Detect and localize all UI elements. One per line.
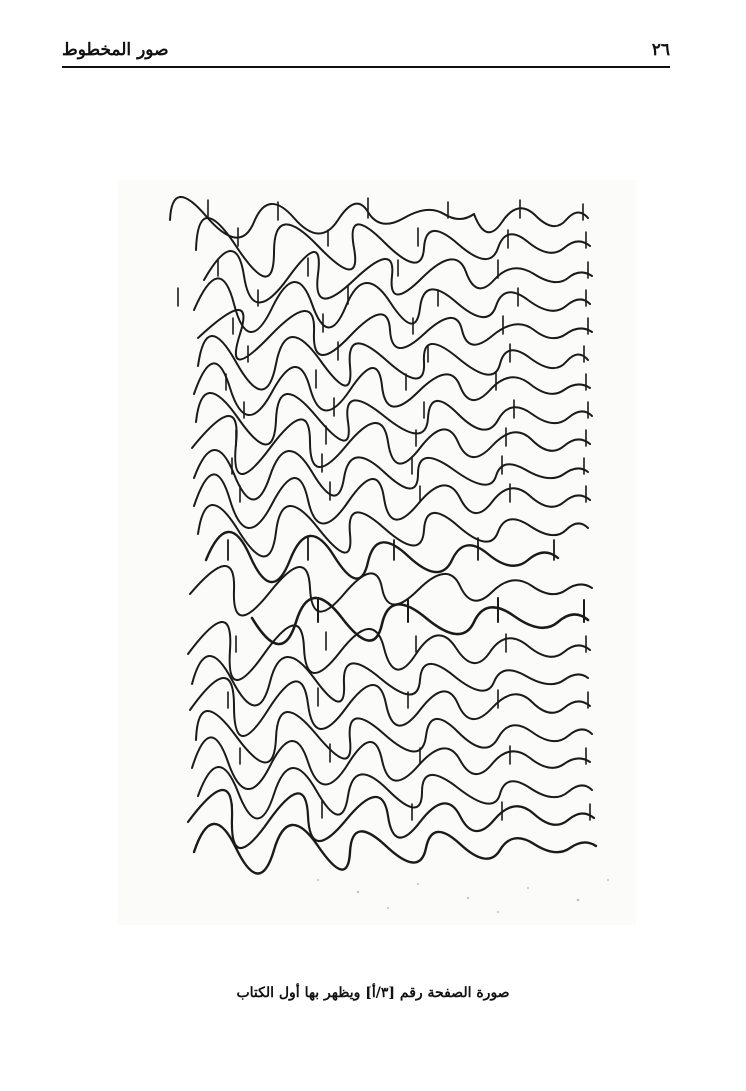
running-title: صور المخطوط [62,40,169,60]
page-header [62,36,670,68]
manuscript-handwriting [118,180,636,925]
page-number: ٢٦ [651,40,670,60]
figure-caption: صورة الصفحة رقم [٣/أ] ويظهر بها أول الكتاب [236,985,510,1001]
manuscript-image [118,180,636,925]
